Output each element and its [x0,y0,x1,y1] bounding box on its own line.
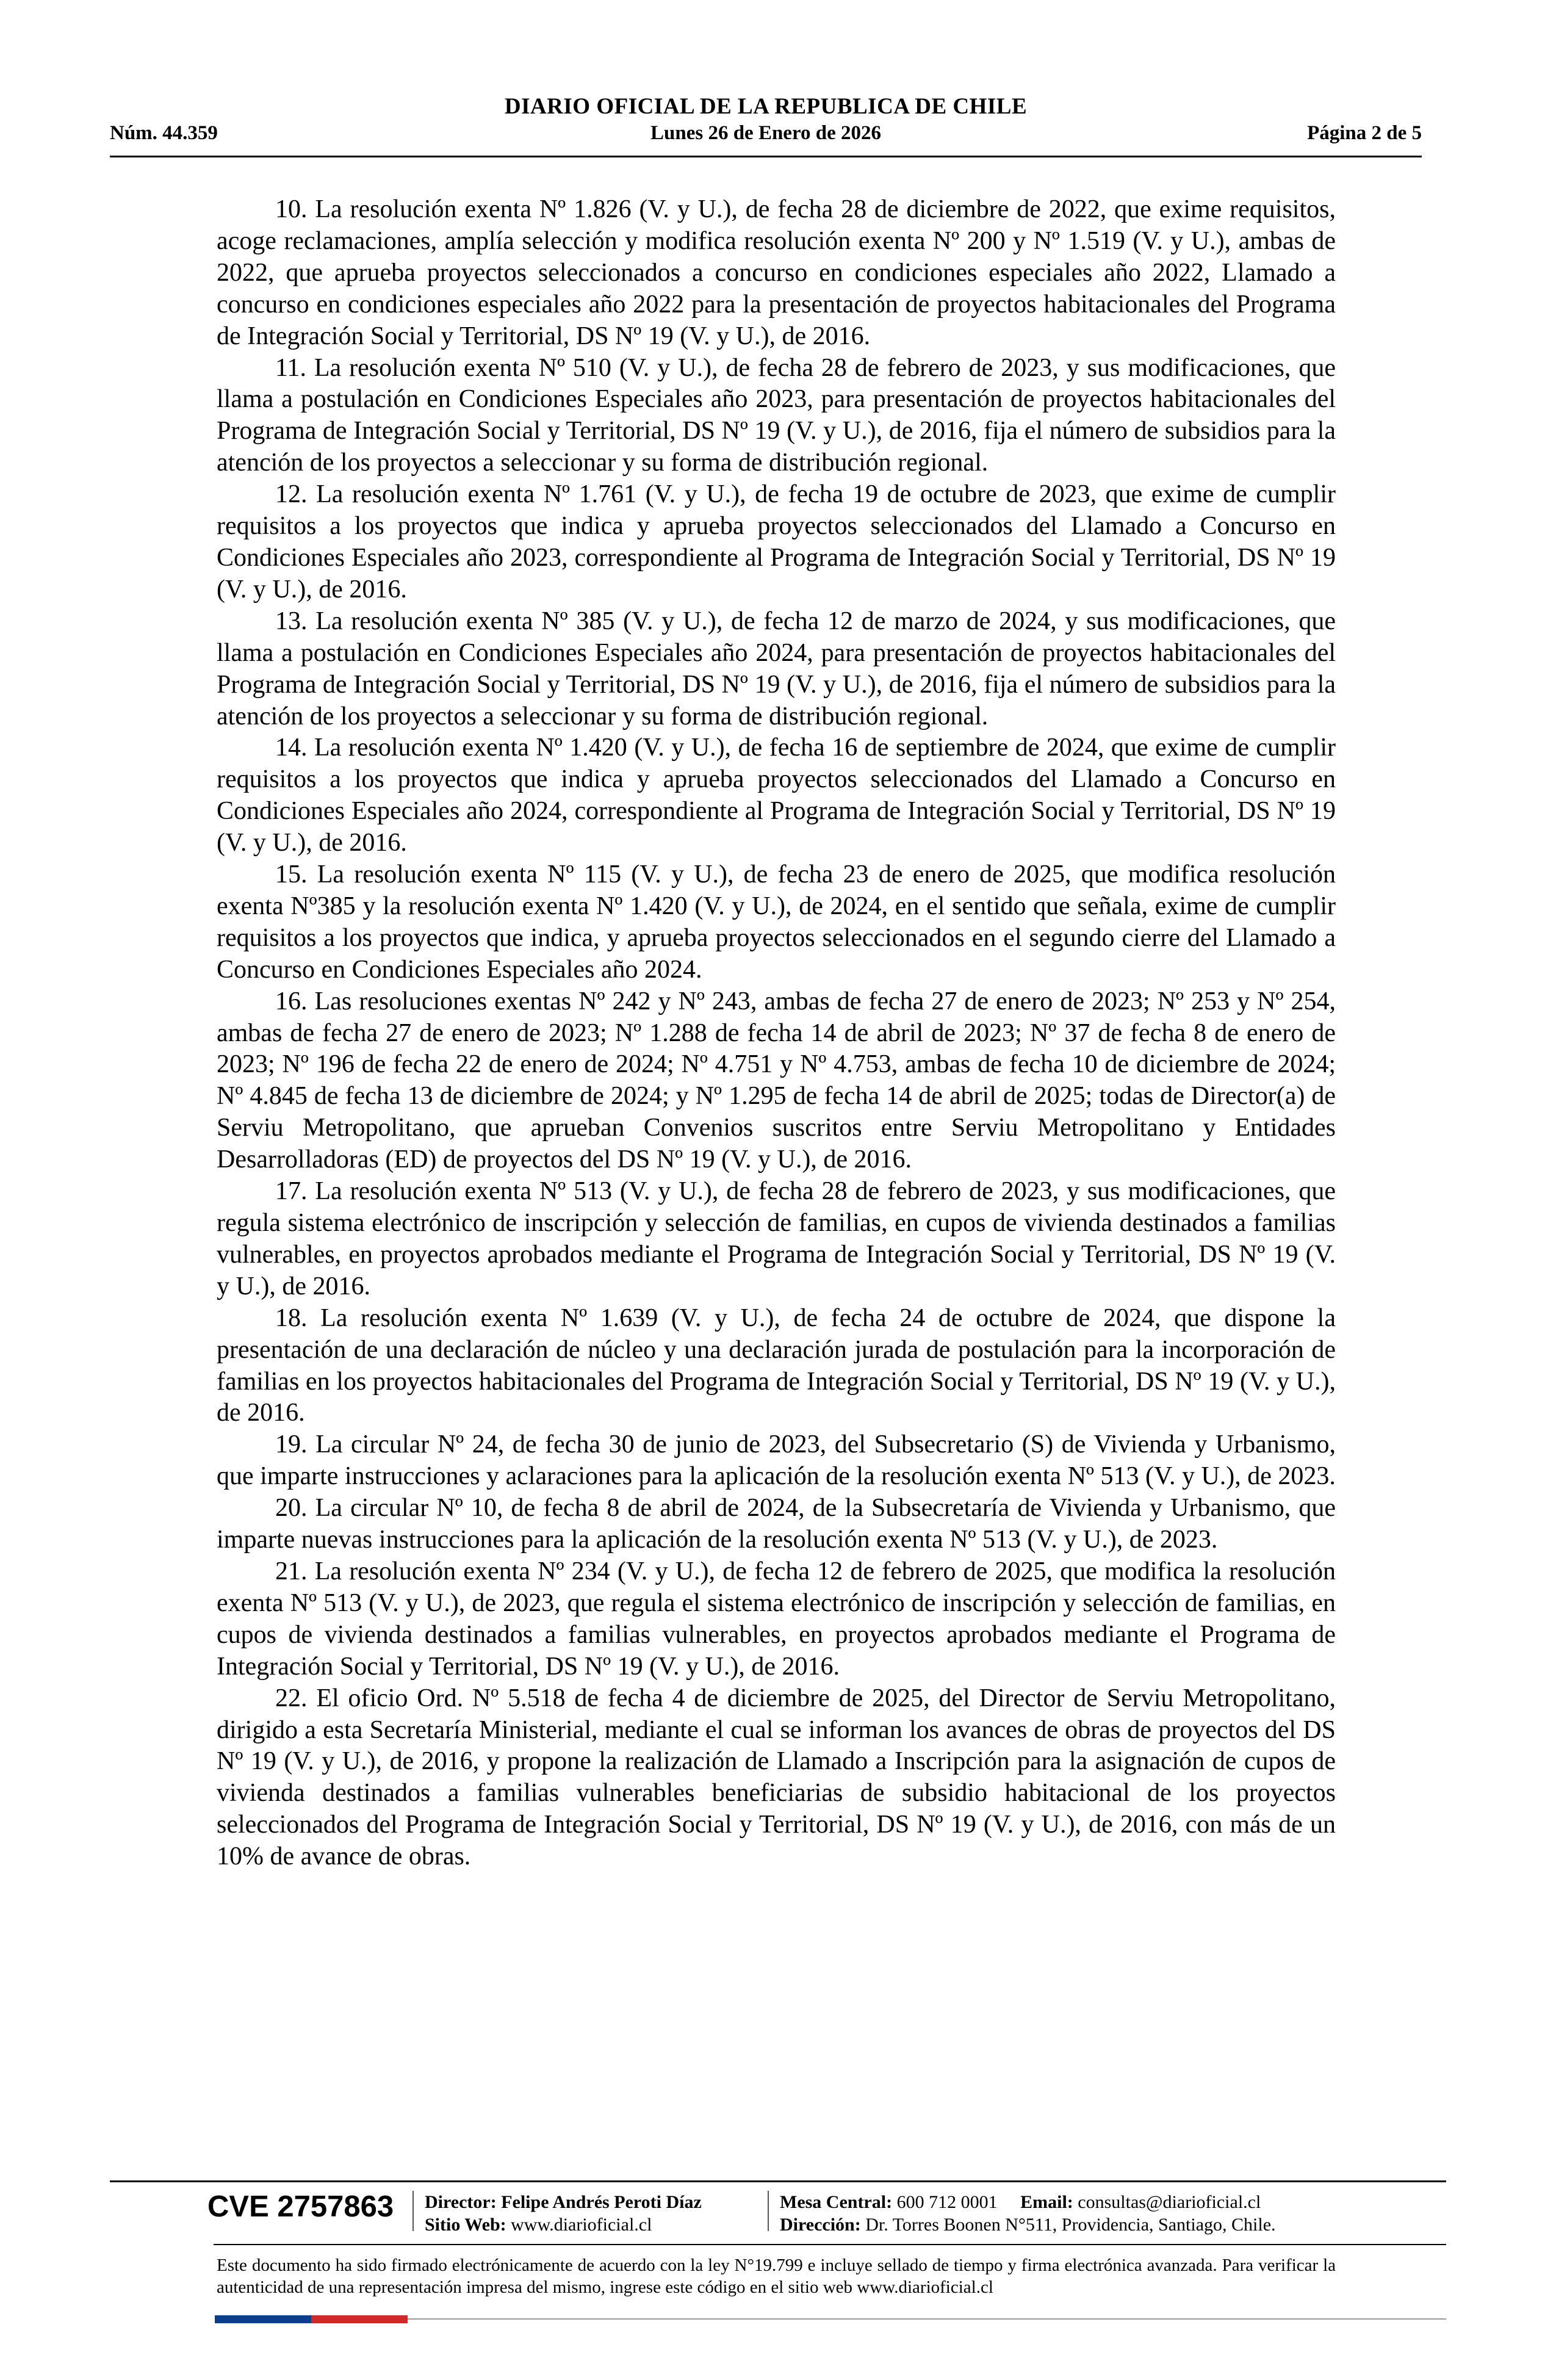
page-indicator: Página 2 de 5 [1307,122,1422,144]
issue-number: Núm. 44.359 [110,122,218,144]
footer-separator [412,2191,414,2231]
header-divider [110,156,1422,157]
paragraph-18: 18. La resolución exenta Nº 1.639 (V. y U.), de fecha 24 de octubre de 2024, que dispone la presentación de una declaración de núcleo y una declaración jurada de postulación para la incorporación de familias en los proyectos habitacionales del Programa de Integración Social y Territorial, DS Nº 19 (V. y U.), de 2016. [217,1304,1336,1427]
footer-director-block [425,2191,702,2236]
footer-bottom-rule [408,2318,1446,2320]
flag-red-segment [311,2315,408,2323]
mesa-phone: 600 712 0001 [896,2192,998,2212]
paragraph-10: 10. La resolución exenta Nº 1.826 (V. y U.), de fecha 28 de diciembre de 2022, que exime requisitos, acoge reclamaciones, amplía selección y modifica resolución exenta Nº 200 y Nº 1.519 (V. y U.), ambas de 2022, que aprueba proyectos seleccionados a concurso en condiciones especiales año 2022, Llamado a concurso en condiciones especiales año 2022 para la presentación de proyectos habitacionales del Programa de Integración Social y Territorial, DS Nº 19 (V. y U.), de 2016. [217,195,1336,350]
paragraph-16: 16. Las resoluciones exentas Nº 242 y Nº 243, ambas de fecha 27 de enero de 2023; Nº 253 y Nº 254, ambas de fecha 27 de enero de 2023; Nº 1.288 de fecha 14 de abril de 2023; Nº 37 de fecha 8 de enero de 2023; Nº 196 de fecha 22 de enero de 2024; Nº 4.751 y Nº 4.753, ambas de fecha 10 de diciembre de 2024; Nº 4.845 de fecha 13 de diciembre de 2024; y Nº 1.295 de fecha 14 de abril de 2025; todas de Director(a) de Serviu Metropolitano, que aprueban Convenios suscritos entre Serviu Metropolitano y Entidades Desarrolladoras (ED) de proyectos del DS Nº 19 (V. y U.), de 2016. [217,987,1336,1174]
email-label: Email: [1020,2192,1073,2212]
cve-code: CVE 2757863 [207,2190,394,2223]
page-header [110,93,1422,160]
paragraph-15: 15. La resolución exenta Nº 115 (V. y U.), de fecha 23 de enero de 2025, que modifica resolución exenta Nº385 y la resolución exenta Nº 1.420 (V. y U.), de 2024, en el sentido que señala, exime de cumplir requisitos a los proyectos que indica, y aprueba proyectos seleccionados en el segundo cierre del Llamado a Concurso en Condiciones Especiales año 2024. [217,860,1336,984]
paragraph-13: 13. La resolución exenta Nº 385 (V. y U.), de fecha 12 de marzo de 2024, y sus modificaciones, que llama a postulación en Condiciones Especiales año 2024, para presentación de proyectos habitacionales del Programa de Integración Social y Territorial, DS Nº 19 (V. y U.), de 2016, fija el número de subsidios para la atención de los proyectos a seleccionar y su forma de distribución regional. [217,607,1336,730]
paragraph-17: 17. La resolución exenta Nº 513 (V. y U.), de fecha 28 de febrero de 2023, y sus modificaciones, que regula sistema electrónico de inscripción y selección de familias, en cupos de vivienda destinados a familias vulnerables, en proyectos aprobados mediante el Programa de Integración Social y Territorial, DS Nº 19 (V. y U.), de 2016. [217,1177,1336,1300]
paragraph-21: 21. La resolución exenta Nº 234 (V. y U.), de fecha 12 de febrero de 2025, que modifica la resolución exenta Nº 513 (V. y U.), de 2023, que regula el sistema electrónico de inscripción y selección de familias, en cupos de vivienda destinados a familias vulnerables, en proyectos aprobados mediante el Programa de Integración Social y Territorial, DS Nº 19 (V. y U.), de 2016. [217,1557,1336,1681]
journal-title: DIARIO OFICIAL DE LA REPUBLICA DE CHILE [504,94,1028,119]
footer-separator [768,2191,769,2231]
footer-contact-block [780,2191,1276,2236]
director-label: Director: [425,2192,497,2212]
footer-divider-top [110,2180,1446,2182]
flag-stripe [215,2315,408,2323]
paragraph-11: 11. La resolución exenta Nº 510 (V. y U.), de fecha 28 de febrero de 2023, y sus modificaciones, que llama a postulación en Condiciones Especiales año 2023, para presentación de proyectos habitacionales del Programa de Integración Social y Territorial, DS Nº 19 (V. y U.), de 2016, fija el número de subsidios para la atención de los proyectos a seleccionar y su forma de distribución regional. [217,353,1336,477]
paragraph-12: 12. La resolución exenta Nº 1.761 (V. y U.), de fecha 19 de octubre de 2023, que exime de cumplir requisitos a los proyectos que indica y aprueba proyectos seleccionados del Llamado a Concurso en Condiciones Especiales año 2023, correspondiente al Programa de Integración Social y Territorial, DS Nº 19 (V. y U.), de 2016. [217,480,1336,604]
paragraph-14: 14. La resolución exenta Nº 1.420 (V. y U.), de fecha 16 de septiembre de 2024, que exime de cumplir requisitos a los proyectos que indica y aprueba proyectos seleccionados del Llamado a Concurso en Condiciones Especiales año 2024, correspondiente al Programa de Integración Social y Territorial, DS Nº 19 (V. y U.), de 2016. [217,734,1336,857]
address-label: Dirección: [780,2215,861,2235]
paragraph-20: 20. La circular Nº 10, de fecha 8 de abril de 2024, de la Subsecretaría de Vivienda y Urbanismo, que imparte nuevas instrucciones para la aplicación de la resolución exenta Nº 513 (V. y U.), de 2023. [217,1494,1336,1554]
site-label: Sitio Web: [425,2215,506,2235]
paragraph-22: 22. El oficio Ord. Nº 5.518 de fecha 4 de diciembre de 2025, del Director de Serviu Metropolitano, dirigido a esta Secretaría Ministerial, mediante el cual se informan los avances de obras de proyectos del DS Nº 19 (V. y U.), de 2016, y propone la realización de Llamado a Inscripción para la asignación de cupos de vivienda destinados a familias vulnerables beneficiarias de subsidio habitacional de los proyectos seleccionados del Programa de Integración Social y Territorial, DS Nº 19 (V. y U.), de 2016, con más de un 10% de avance de obras. [217,1684,1336,1871]
site-link[interactable]: www.diarioficial.cl [511,2215,652,2235]
address-value: Dr. Torres Boonen N°511, Providencia, Santiago, Chile. [865,2215,1276,2235]
director-name: Felipe Andrés Peroti Díaz [501,2192,702,2212]
email-link[interactable]: consultas@diarioficial.cl [1078,2192,1261,2212]
mesa-label: Mesa Central: [780,2192,893,2212]
document-body [217,194,1336,1873]
legal-notice: Este documento ha sido firmado electrónicamente de acuerdo con la ley N°19.799 e incluye sellado de tiempo y firma electrónica avanzada. Para verificar la autenticidad de una representación impresa del mismo, ingrese este código en el sitio web www.diarioficial.cl [217,2256,1336,2297]
issue-date: Lunes 26 de Enero de 2026 [650,122,882,144]
flag-blue-segment [215,2315,311,2323]
paragraph-19: 19. La circular Nº 24, de fecha 30 de junio de 2023, del Subsecretario (S) de Vivienda y Urbanismo, que imparte instrucciones y aclaraciones para la aplicación de la resolución exenta Nº 513 (V. y U.), de 2023. [217,1430,1336,1491]
footer-divider-bottom [214,2244,1446,2245]
